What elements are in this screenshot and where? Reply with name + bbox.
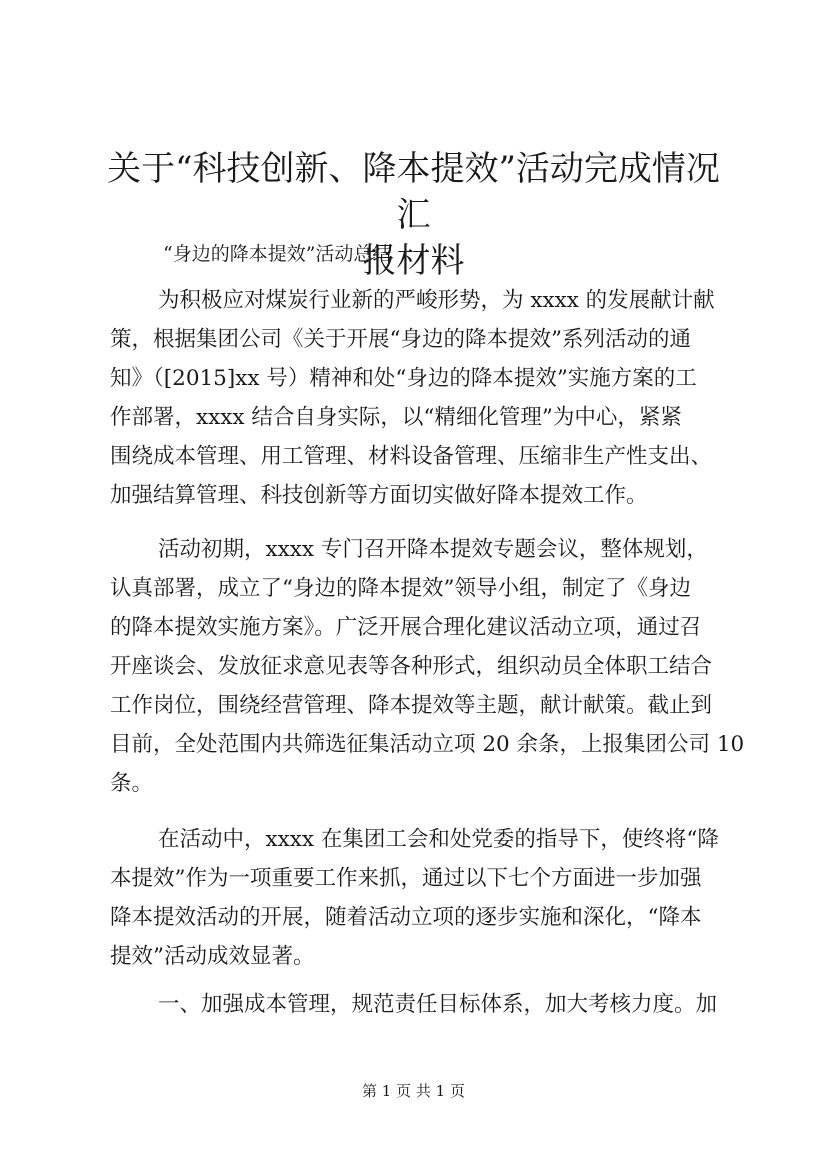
paragraph-line: 工作岗位，围绕经营管理、降本提效等主题，献计献策。截止到 xyxy=(110,693,713,718)
paragraph-2 xyxy=(110,530,745,803)
paragraph-line: 在活动中，xxxx 在集团工会和处党委的指导下，使终将“降 xyxy=(158,827,719,852)
paragraph-line: 目前，全处范围内共筛选征集活动立项 20 余条，上报集团公司 10 xyxy=(110,732,745,757)
paragraph-line: 围绕成本管理、用工管理、材料设备管理、压缩非生产性支出、 xyxy=(110,444,713,469)
paragraph-line: 提效”活动成效显著。 xyxy=(110,944,315,969)
paragraph-line: 作部署，xxxx 结合自身实际，以“精细化管理”为中心，紧紧 xyxy=(110,405,682,430)
paragraph-3 xyxy=(110,820,719,976)
paragraph-line: 开座谈会、发放征求意见表等各种形式，组织动员全体职工结合 xyxy=(110,654,713,679)
paragraph-line: 一、加强成本管理，规范责任目标体系，加大考核力度。加 xyxy=(158,992,718,1017)
paragraph-line: 活动初期，xxxx 专门召开降本提效专题会议，整体规划， xyxy=(158,537,708,562)
paragraph-line: 条。 xyxy=(110,771,154,796)
paragraph-line: 知》（[2015]xx 号）精神和处“身边的降本提效”实施方案的工 xyxy=(110,366,697,391)
document-subtitle: “身边的降本提效”活动总结 xyxy=(163,243,392,265)
paragraph-line: 降本提效活动的开展，随着活动立项的逐步实施和深化，“降本 xyxy=(110,905,702,930)
page-footer: 第 1 页 共 1 页 xyxy=(362,1082,465,1100)
paragraph-4 xyxy=(110,985,716,1024)
title-line-2: 报材料 xyxy=(362,241,465,281)
paragraph-line: 策，根据集团公司《关于开展“身边的降本提效”系列活动的通 xyxy=(110,327,691,352)
paragraph-line: 的降本提效实施方案》。广泛开展合理化建议活动立项，通过召 xyxy=(110,615,702,640)
paragraph-line: 为积极应对煤炭行业新的严峻形势，为 xxxx 的发展献计献 xyxy=(158,288,715,313)
paragraph-1 xyxy=(110,281,716,515)
paragraph-line: 加强结算管理、科技创新等方面切实做好降本提效工作。 xyxy=(110,483,648,508)
paragraph-line: 认真部署，成立了“身边的降本提效”领导小组，制定了《身边 xyxy=(110,576,691,601)
paragraph-line: 本提效”作为一项重要工作来抓，通过以下七个方面进一步加强 xyxy=(110,866,702,891)
title-line-1: 关于“科技创新、降本提效”活动完成情况汇 xyxy=(107,149,720,235)
